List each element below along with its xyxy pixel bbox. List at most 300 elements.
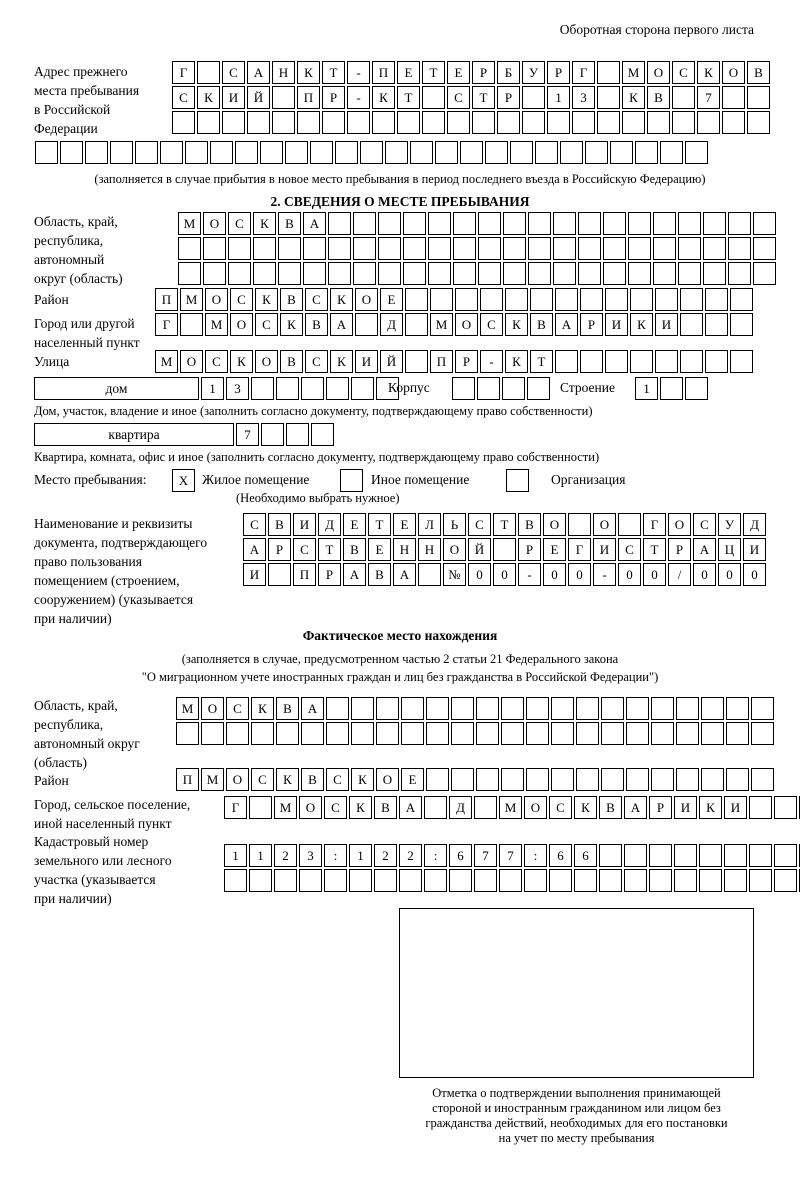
city-cell-5[interactable]: С [255, 313, 278, 336]
actual-region-r1-cell-14[interactable] [501, 697, 524, 720]
prev-address-row-2[interactable] [172, 86, 772, 109]
document-r3-cell-11[interactable]: 0 [493, 563, 516, 586]
prev-address-r2-cell-8[interactable]: - [347, 86, 370, 109]
actual-city-cell-23[interactable] [774, 796, 797, 819]
actual-region-r1-cell-13[interactable] [476, 697, 499, 720]
dom-cell-7[interactable] [351, 377, 374, 400]
district-cell-15[interactable] [505, 288, 528, 311]
document-r2-cell-2[interactable]: Р [268, 538, 291, 561]
actual-region-r1-cell-21[interactable] [676, 697, 699, 720]
prev-address-r2-cell-23[interactable] [722, 86, 745, 109]
region-r3-cell-6[interactable] [303, 262, 326, 285]
city-cell-4[interactable]: О [230, 313, 253, 336]
district-cell-21[interactable] [655, 288, 678, 311]
document-r2-cell-18[interactable]: Р [668, 538, 691, 561]
actual-region-r1-cell-15[interactable] [526, 697, 549, 720]
street-cell-5[interactable]: О [255, 350, 278, 373]
district-cell-24[interactable] [730, 288, 753, 311]
document-r2-cell-20[interactable]: Ц [718, 538, 741, 561]
street-cell-18[interactable] [580, 350, 603, 373]
region-r1-cell-3[interactable]: С [228, 212, 251, 235]
actual-district-cell-11[interactable] [426, 768, 449, 791]
prev-address-r4-cell-3[interactable] [85, 141, 108, 164]
actual-city-cell-4[interactable]: О [299, 796, 322, 819]
actual-district-cell-4[interactable]: С [251, 768, 274, 791]
street-cell-13[interactable]: Р [455, 350, 478, 373]
region-r3-cell-17[interactable] [578, 262, 601, 285]
document-r2-cell-3[interactable]: С [293, 538, 316, 561]
prev-address-r1-cell-7[interactable]: Т [322, 61, 345, 84]
document-r3-cell-12[interactable]: - [518, 563, 541, 586]
cadastral-r2-cell-15[interactable] [574, 869, 597, 892]
cadastral-r1-cell-15[interactable]: 6 [574, 844, 597, 867]
actual-region-r2-cell-1[interactable] [176, 722, 199, 745]
actual-city-cell-10[interactable]: Д [449, 796, 472, 819]
cadastral-r1-cell-13[interactable]: : [524, 844, 547, 867]
actual-region-r1-cell-4[interactable]: К [251, 697, 274, 720]
prev-address-r2-cell-2[interactable]: К [197, 86, 220, 109]
region-r2-cell-14[interactable] [503, 237, 526, 260]
prev-address-r1-cell-3[interactable]: С [222, 61, 245, 84]
document-r1-cell-21[interactable]: Д [743, 513, 766, 536]
kvartira-cell-2[interactable] [261, 423, 284, 446]
document-r3-cell-15[interactable]: - [593, 563, 616, 586]
actual-region-r1-cell-23[interactable] [726, 697, 749, 720]
cadastral-r2-cell-16[interactable] [599, 869, 622, 892]
city-row[interactable] [155, 313, 755, 336]
document-r1-cell-1[interactable]: С [243, 513, 266, 536]
prev-address-r3-cell-22[interactable] [697, 111, 720, 134]
prev-address-r2-cell-24[interactable] [747, 86, 770, 109]
document-r2-cell-1[interactable]: А [243, 538, 266, 561]
document-row-1[interactable] [243, 513, 768, 536]
actual-region-row-2[interactable] [176, 722, 776, 745]
prev-address-r3-cell-1[interactable] [172, 111, 195, 134]
city-cell-17[interactable]: А [555, 313, 578, 336]
cadastral-r2-cell-10[interactable] [449, 869, 472, 892]
actual-region-r1-cell-7[interactable] [326, 697, 349, 720]
document-r1-cell-15[interactable]: О [593, 513, 616, 536]
prev-address-r1-cell-20[interactable]: О [647, 61, 670, 84]
cadastral-r1-cell-12[interactable]: 7 [499, 844, 522, 867]
actual-district-cell-7[interactable]: С [326, 768, 349, 791]
region-r3-cell-8[interactable] [353, 262, 376, 285]
prev-address-r2-cell-15[interactable] [522, 86, 545, 109]
prev-address-r4-cell-1[interactable] [35, 141, 58, 164]
street-cell-4[interactable]: К [230, 350, 253, 373]
actual-district-cell-20[interactable] [651, 768, 674, 791]
actual-district-cell-14[interactable] [501, 768, 524, 791]
prev-address-r4-cell-17[interactable] [435, 141, 458, 164]
district-cell-22[interactable] [680, 288, 703, 311]
region-r3-cell-19[interactable] [628, 262, 651, 285]
district-cell-11[interactable] [405, 288, 428, 311]
document-r2-cell-10[interactable]: Й [468, 538, 491, 561]
city-cell-22[interactable] [680, 313, 703, 336]
document-r1-cell-4[interactable]: Д [318, 513, 341, 536]
actual-district-cell-5[interactable]: К [276, 768, 299, 791]
document-r1-cell-9[interactable]: Ь [443, 513, 466, 536]
district-cell-18[interactable] [580, 288, 603, 311]
document-r1-cell-18[interactable]: О [668, 513, 691, 536]
region-r3-cell-10[interactable] [403, 262, 426, 285]
prev-address-r1-cell-11[interactable]: Т [422, 61, 445, 84]
actual-region-r1-cell-10[interactable] [401, 697, 424, 720]
region-row-1[interactable] [178, 212, 778, 235]
cadastral-r1-cell-17[interactable] [624, 844, 647, 867]
region-r3-cell-22[interactable] [703, 262, 726, 285]
prev-address-r4-cell-27[interactable] [685, 141, 708, 164]
prev-address-r2-cell-7[interactable]: Р [322, 86, 345, 109]
district-cell-13[interactable] [455, 288, 478, 311]
region-r2-cell-11[interactable] [428, 237, 451, 260]
actual-city-cell-18[interactable]: Р [649, 796, 672, 819]
document-r2-cell-6[interactable]: Е [368, 538, 391, 561]
cadastral-r2-cell-7[interactable] [374, 869, 397, 892]
actual-region-r1-cell-9[interactable] [376, 697, 399, 720]
actual-district-cell-9[interactable]: О [376, 768, 399, 791]
street-cell-15[interactable]: К [505, 350, 528, 373]
actual-district-cell-8[interactable]: К [351, 768, 374, 791]
prev-address-r3-cell-13[interactable] [472, 111, 495, 134]
document-r1-cell-3[interactable]: И [293, 513, 316, 536]
street-cell-16[interactable]: Т [530, 350, 553, 373]
actual-city-cell-13[interactable]: О [524, 796, 547, 819]
street-cell-11[interactable] [405, 350, 428, 373]
region-r2-cell-8[interactable] [353, 237, 376, 260]
actual-region-r1-cell-1[interactable]: М [176, 697, 199, 720]
actual-city-cell-21[interactable]: И [724, 796, 747, 819]
region-r1-cell-17[interactable] [578, 212, 601, 235]
region-r3-cell-16[interactable] [553, 262, 576, 285]
region-r1-cell-2[interactable]: О [203, 212, 226, 235]
prev-address-r4-cell-25[interactable] [635, 141, 658, 164]
document-r2-cell-9[interactable]: О [443, 538, 466, 561]
prev-address-r1-cell-12[interactable]: Е [447, 61, 470, 84]
actual-city-cell-3[interactable]: М [274, 796, 297, 819]
city-cell-1[interactable]: Г [155, 313, 178, 336]
actual-region-r1-cell-24[interactable] [751, 697, 774, 720]
document-r2-cell-15[interactable]: И [593, 538, 616, 561]
dom-cell-4[interactable] [276, 377, 299, 400]
prev-address-r3-cell-7[interactable] [322, 111, 345, 134]
document-r3-cell-7[interactable]: А [393, 563, 416, 586]
cadastral-r2-cell-21[interactable] [724, 869, 747, 892]
prev-address-r4-cell-15[interactable] [385, 141, 408, 164]
city-cell-16[interactable]: В [530, 313, 553, 336]
prev-address-r2-cell-10[interactable]: Т [397, 86, 420, 109]
prev-address-r2-cell-14[interactable]: Р [497, 86, 520, 109]
prev-address-r1-cell-8[interactable]: - [347, 61, 370, 84]
actual-city-row[interactable] [224, 796, 800, 819]
cadastral-r1-cell-19[interactable] [674, 844, 697, 867]
region-r3-cell-18[interactable] [603, 262, 626, 285]
cadastral-r1-cell-9[interactable]: : [424, 844, 447, 867]
cadastral-r2-cell-4[interactable] [299, 869, 322, 892]
document-r3-cell-16[interactable]: 0 [618, 563, 641, 586]
prev-address-r4-cell-11[interactable] [285, 141, 308, 164]
cadastral-row-2[interactable] [224, 869, 800, 892]
region-r1-cell-21[interactable] [678, 212, 701, 235]
street-cell-23[interactable] [705, 350, 728, 373]
region-r1-cell-6[interactable]: А [303, 212, 326, 235]
prev-address-r1-cell-14[interactable]: Б [497, 61, 520, 84]
prev-address-r2-cell-17[interactable]: 3 [572, 86, 595, 109]
cadastral-r2-cell-23[interactable] [774, 869, 797, 892]
city-cell-9[interactable] [355, 313, 378, 336]
actual-region-r2-cell-9[interactable] [376, 722, 399, 745]
cadastral-r2-cell-22[interactable] [749, 869, 772, 892]
street-cell-19[interactable] [605, 350, 628, 373]
document-row-2[interactable] [243, 538, 768, 561]
cadastral-r1-cell-14[interactable]: 6 [549, 844, 572, 867]
actual-region-r2-cell-12[interactable] [451, 722, 474, 745]
region-r1-cell-8[interactable] [353, 212, 376, 235]
region-r3-cell-14[interactable] [503, 262, 526, 285]
district-cell-4[interactable]: С [230, 288, 253, 311]
prev-address-r2-cell-12[interactable]: С [447, 86, 470, 109]
prev-address-row-1[interactable] [172, 61, 772, 84]
prev-address-r3-cell-18[interactable] [597, 111, 620, 134]
actual-district-cell-15[interactable] [526, 768, 549, 791]
prev-address-r4-cell-13[interactable] [335, 141, 358, 164]
prev-address-r2-cell-20[interactable]: В [647, 86, 670, 109]
prev-address-r2-cell-1[interactable]: С [172, 86, 195, 109]
cadastral-r1-cell-22[interactable] [749, 844, 772, 867]
cadastral-r1-cell-5[interactable]: : [324, 844, 347, 867]
prev-address-r4-cell-5[interactable] [135, 141, 158, 164]
prev-address-r1-cell-9[interactable]: П [372, 61, 395, 84]
actual-region-r1-cell-2[interactable]: О [201, 697, 224, 720]
document-r3-cell-3[interactable]: П [293, 563, 316, 586]
korpus-cell-3[interactable] [502, 377, 525, 400]
region-r2-cell-9[interactable] [378, 237, 401, 260]
district-cell-7[interactable]: С [305, 288, 328, 311]
region-r2-cell-15[interactable] [528, 237, 551, 260]
cadastral-r1-cell-8[interactable]: 2 [399, 844, 422, 867]
region-r3-cell-21[interactable] [678, 262, 701, 285]
korpus-cells[interactable] [452, 377, 552, 400]
document-r3-cell-4[interactable]: Р [318, 563, 341, 586]
document-r3-cell-5[interactable]: А [343, 563, 366, 586]
actual-city-cell-2[interactable] [249, 796, 272, 819]
prev-address-r1-cell-6[interactable]: К [297, 61, 320, 84]
document-r2-cell-13[interactable]: Е [543, 538, 566, 561]
document-r2-cell-4[interactable]: Т [318, 538, 341, 561]
prev-address-r1-cell-13[interactable]: Р [472, 61, 495, 84]
actual-region-r2-cell-19[interactable] [626, 722, 649, 745]
actual-city-cell-12[interactable]: М [499, 796, 522, 819]
document-r3-cell-8[interactable] [418, 563, 441, 586]
document-r2-cell-8[interactable]: Н [418, 538, 441, 561]
region-r3-cell-20[interactable] [653, 262, 676, 285]
document-r1-cell-6[interactable]: Т [368, 513, 391, 536]
prev-address-r2-cell-13[interactable]: Т [472, 86, 495, 109]
prev-address-r4-cell-16[interactable] [410, 141, 433, 164]
actual-district-cell-19[interactable] [626, 768, 649, 791]
cadastral-r2-cell-6[interactable] [349, 869, 372, 892]
actual-region-r2-cell-16[interactable] [551, 722, 574, 745]
document-r2-cell-16[interactable]: С [618, 538, 641, 561]
document-r1-cell-8[interactable]: Л [418, 513, 441, 536]
prev-address-r1-cell-10[interactable]: Е [397, 61, 420, 84]
prev-address-r1-cell-18[interactable] [597, 61, 620, 84]
actual-city-cell-6[interactable]: К [349, 796, 372, 819]
cadastral-r1-cell-6[interactable]: 1 [349, 844, 372, 867]
cadastral-r1-cell-7[interactable]: 2 [374, 844, 397, 867]
region-r2-cell-22[interactable] [703, 237, 726, 260]
actual-district-cell-22[interactable] [701, 768, 724, 791]
document-r3-cell-19[interactable]: 0 [693, 563, 716, 586]
region-r2-cell-1[interactable] [178, 237, 201, 260]
prev-address-r4-cell-14[interactable] [360, 141, 383, 164]
prev-address-r1-cell-22[interactable]: К [697, 61, 720, 84]
region-r1-cell-12[interactable] [453, 212, 476, 235]
actual-region-r2-cell-10[interactable] [401, 722, 424, 745]
actual-region-r1-cell-6[interactable]: А [301, 697, 324, 720]
dom-cell-5[interactable] [301, 377, 324, 400]
prev-address-r1-cell-5[interactable]: Н [272, 61, 295, 84]
document-r2-cell-7[interactable]: Н [393, 538, 416, 561]
document-r3-cell-1[interactable]: И [243, 563, 266, 586]
prev-address-r3-cell-20[interactable] [647, 111, 670, 134]
actual-region-row-1[interactable] [176, 697, 776, 720]
prev-address-r2-cell-9[interactable]: К [372, 86, 395, 109]
actual-region-r2-cell-11[interactable] [426, 722, 449, 745]
street-cell-3[interactable]: С [205, 350, 228, 373]
region-r3-cell-5[interactable] [278, 262, 301, 285]
actual-city-cell-14[interactable]: С [549, 796, 572, 819]
cadastral-r2-cell-11[interactable] [474, 869, 497, 892]
document-r1-cell-16[interactable] [618, 513, 641, 536]
document-r3-cell-6[interactable]: В [368, 563, 391, 586]
actual-region-r1-cell-18[interactable] [601, 697, 624, 720]
district-cell-10[interactable]: Е [380, 288, 403, 311]
region-row-3[interactable] [178, 262, 778, 285]
region-r1-cell-4[interactable]: К [253, 212, 276, 235]
prev-address-r3-cell-15[interactable] [522, 111, 545, 134]
district-cell-6[interactable]: В [280, 288, 303, 311]
actual-district-cell-13[interactable] [476, 768, 499, 791]
prev-address-r1-cell-2[interactable] [197, 61, 220, 84]
prev-address-r4-cell-8[interactable] [210, 141, 233, 164]
prev-address-r2-cell-19[interactable]: К [622, 86, 645, 109]
cadastral-r1-cell-10[interactable]: 6 [449, 844, 472, 867]
actual-region-r2-cell-17[interactable] [576, 722, 599, 745]
cadastral-r1-cell-23[interactable] [774, 844, 797, 867]
prev-address-r4-cell-21[interactable] [535, 141, 558, 164]
prev-address-r4-cell-26[interactable] [660, 141, 683, 164]
dom-cell-2[interactable]: 3 [226, 377, 249, 400]
stroenie-cell-3[interactable] [685, 377, 708, 400]
cadastral-r2-cell-20[interactable] [699, 869, 722, 892]
actual-district-cell-12[interactable] [451, 768, 474, 791]
actual-region-r2-cell-8[interactable] [351, 722, 374, 745]
prev-address-r2-cell-6[interactable]: П [297, 86, 320, 109]
prev-address-r2-cell-22[interactable]: 7 [697, 86, 720, 109]
document-r2-cell-11[interactable] [493, 538, 516, 561]
document-r2-cell-12[interactable]: Р [518, 538, 541, 561]
prev-address-r1-cell-17[interactable]: Г [572, 61, 595, 84]
region-r1-cell-16[interactable] [553, 212, 576, 235]
prev-address-r1-cell-16[interactable]: Р [547, 61, 570, 84]
district-row[interactable] [155, 288, 755, 311]
district-cell-16[interactable] [530, 288, 553, 311]
stroenie-cells[interactable] [635, 377, 710, 400]
actual-district-cell-18[interactable] [601, 768, 624, 791]
actual-city-cell-1[interactable]: Г [224, 796, 247, 819]
actual-region-r2-cell-20[interactable] [651, 722, 674, 745]
district-cell-3[interactable]: О [205, 288, 228, 311]
cadastral-r2-cell-1[interactable] [224, 869, 247, 892]
actual-region-r2-cell-5[interactable] [276, 722, 299, 745]
place-type-checkbox-organization[interactable] [506, 469, 529, 492]
region-r3-cell-11[interactable] [428, 262, 451, 285]
prev-address-r3-cell-2[interactable] [197, 111, 220, 134]
street-row[interactable] [155, 350, 755, 373]
prev-address-r3-cell-4[interactable] [247, 111, 270, 134]
document-r1-cell-17[interactable]: Г [643, 513, 666, 536]
city-cell-14[interactable]: С [480, 313, 503, 336]
street-cell-8[interactable]: К [330, 350, 353, 373]
prev-address-r3-cell-10[interactable] [397, 111, 420, 134]
stroenie-cell-2[interactable] [660, 377, 683, 400]
document-r1-cell-7[interactable]: Е [393, 513, 416, 536]
dom-cell-3[interactable] [251, 377, 274, 400]
stamp-box[interactable] [399, 908, 754, 1078]
region-r1-cell-19[interactable] [628, 212, 651, 235]
cadastral-r1-cell-18[interactable] [649, 844, 672, 867]
actual-region-r2-cell-15[interactable] [526, 722, 549, 745]
region-r3-cell-2[interactable] [203, 262, 226, 285]
cadastral-r2-cell-19[interactable] [674, 869, 697, 892]
prev-address-r3-cell-8[interactable] [347, 111, 370, 134]
street-cell-20[interactable] [630, 350, 653, 373]
cadastral-r1-cell-2[interactable]: 1 [249, 844, 272, 867]
actual-city-cell-8[interactable]: А [399, 796, 422, 819]
region-r3-cell-9[interactable] [378, 262, 401, 285]
actual-region-r2-cell-4[interactable] [251, 722, 274, 745]
street-cell-6[interactable]: В [280, 350, 303, 373]
cadastral-r1-cell-21[interactable] [724, 844, 747, 867]
prev-address-r4-cell-20[interactable] [510, 141, 533, 164]
actual-region-r2-cell-22[interactable] [701, 722, 724, 745]
city-cell-23[interactable] [705, 313, 728, 336]
document-r1-cell-5[interactable]: Е [343, 513, 366, 536]
prev-address-r2-cell-21[interactable] [672, 86, 695, 109]
actual-city-cell-19[interactable]: И [674, 796, 697, 819]
actual-city-cell-7[interactable]: В [374, 796, 397, 819]
region-r1-cell-14[interactable] [503, 212, 526, 235]
prev-address-r4-cell-22[interactable] [560, 141, 583, 164]
prev-address-r3-cell-6[interactable] [297, 111, 320, 134]
actual-district-cell-1[interactable]: П [176, 768, 199, 791]
city-cell-10[interactable]: Д [380, 313, 403, 336]
document-r3-cell-14[interactable]: 0 [568, 563, 591, 586]
cadastral-r1-cell-11[interactable]: 7 [474, 844, 497, 867]
prev-address-r1-cell-15[interactable]: У [522, 61, 545, 84]
cadastral-r2-cell-5[interactable] [324, 869, 347, 892]
document-r2-cell-21[interactable]: И [743, 538, 766, 561]
actual-district-cell-2[interactable]: М [201, 768, 224, 791]
district-cell-23[interactable] [705, 288, 728, 311]
city-cell-11[interactable] [405, 313, 428, 336]
actual-district-cell-17[interactable] [576, 768, 599, 791]
prev-address-r1-cell-19[interactable]: М [622, 61, 645, 84]
cadastral-r2-cell-2[interactable] [249, 869, 272, 892]
document-r3-cell-13[interactable]: 0 [543, 563, 566, 586]
region-r2-cell-18[interactable] [603, 237, 626, 260]
